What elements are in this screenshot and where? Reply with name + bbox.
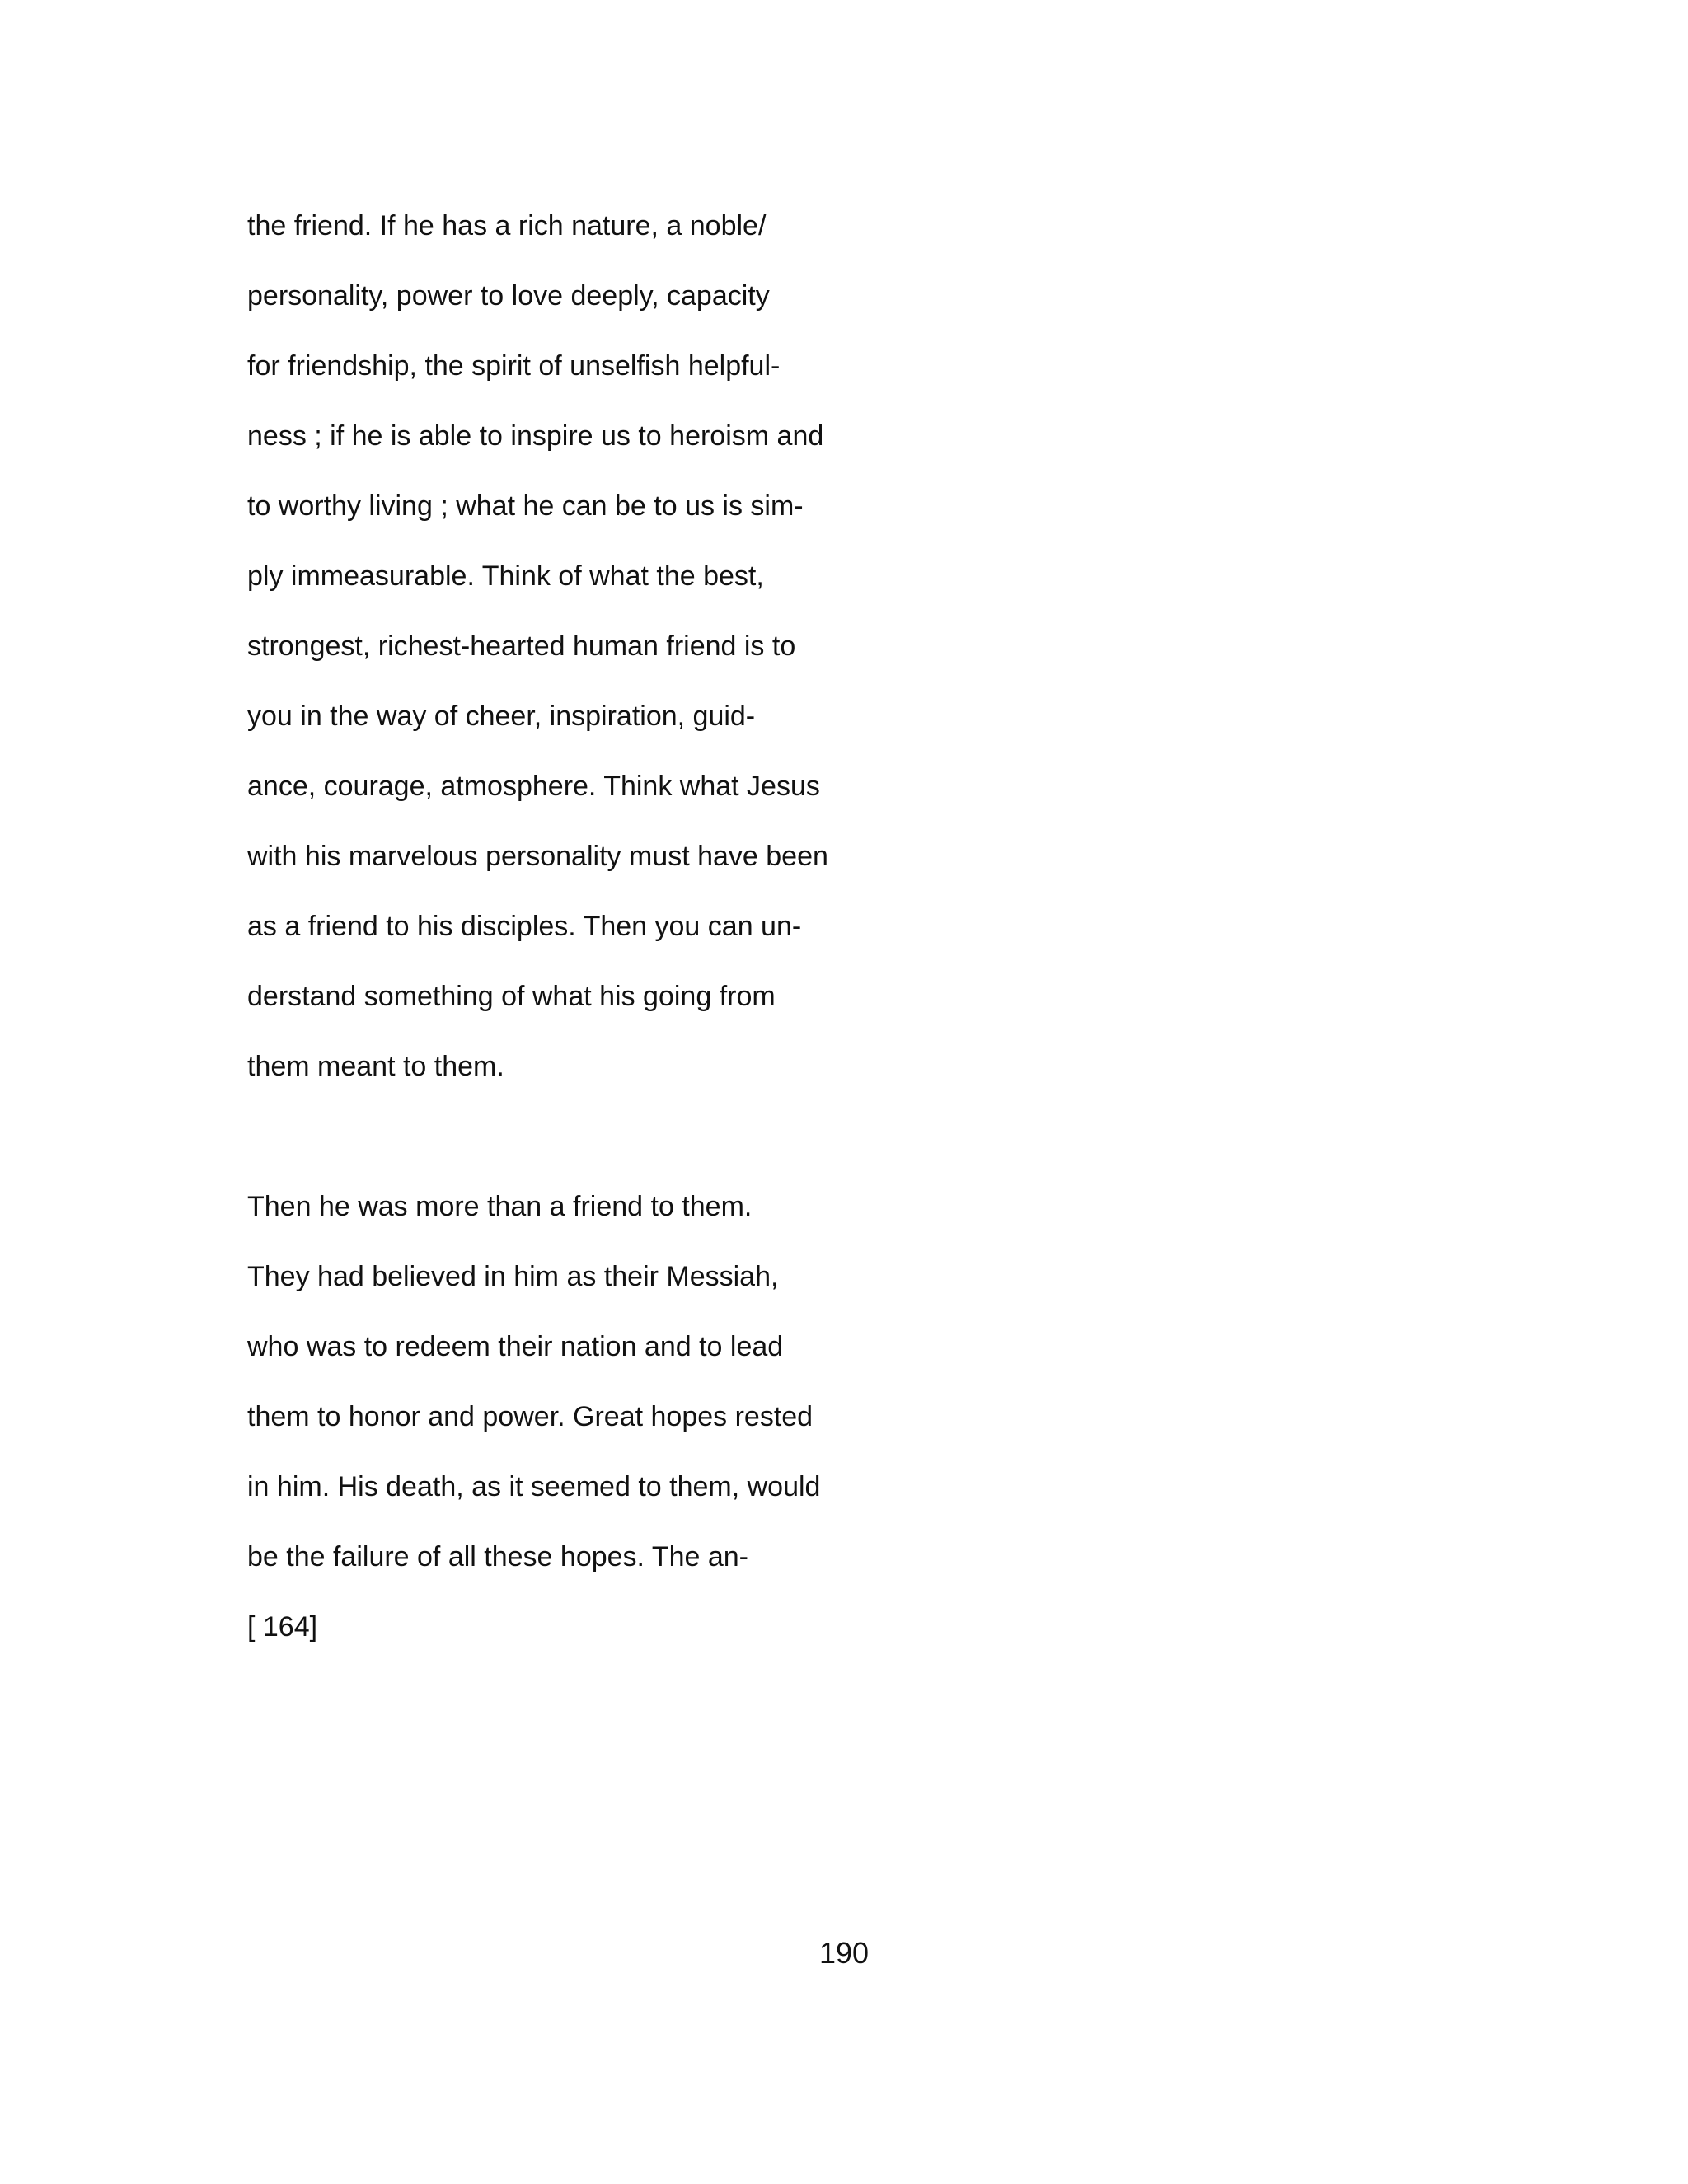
text-line: for friendship, the spirit of unselfish helpful- bbox=[247, 350, 781, 382]
text-line: They had believed in him as their Messiah, bbox=[247, 1261, 779, 1292]
text-line: them meant to them. bbox=[247, 1051, 504, 1082]
paragraph-gap bbox=[247, 1102, 989, 1172]
text-line: as a friend to his disciples. Then you can un- bbox=[247, 911, 802, 942]
text-line: ance, courage, atmosphere. Think what Jesus bbox=[247, 771, 820, 802]
text-line: in him. His death, as it seemed to them, would bbox=[247, 1471, 821, 1502]
text-line: ness ; if he is able to inspire us to heroism and bbox=[247, 420, 824, 452]
text-line: with his marvelous personality must have been bbox=[247, 841, 828, 872]
text-line: strongest, richest-hearted human friend is to bbox=[247, 630, 796, 662]
paragraph bbox=[247, 191, 989, 1102]
text-line: derstand something of what his going from bbox=[247, 981, 776, 1012]
body-text bbox=[247, 191, 989, 1662]
text-line: Then he was more than a friend to them. bbox=[247, 1191, 753, 1222]
text-line: be the failure of all these hopes. The an- bbox=[247, 1541, 748, 1572]
text-line: them to honor and power. Great hopes rested bbox=[247, 1401, 814, 1432]
paragraph bbox=[247, 1172, 989, 1662]
text-line: ply immeasurable. Think of what the best, bbox=[247, 560, 764, 592]
text-line: you in the way of cheer, inspiration, guid- bbox=[247, 701, 756, 732]
original-page-marker: [ 164] bbox=[247, 1611, 318, 1643]
text-line: the friend. If he has a rich nature, a noble/ bbox=[247, 210, 767, 241]
text-line: to worthy living ; what he can be to us is sim- bbox=[247, 490, 804, 522]
text-line: who was to redeem their nation and to lead bbox=[247, 1331, 784, 1362]
page-number: 190 bbox=[818, 1936, 870, 1970]
text-line: personality, power to love deeply, capacity bbox=[247, 280, 770, 312]
